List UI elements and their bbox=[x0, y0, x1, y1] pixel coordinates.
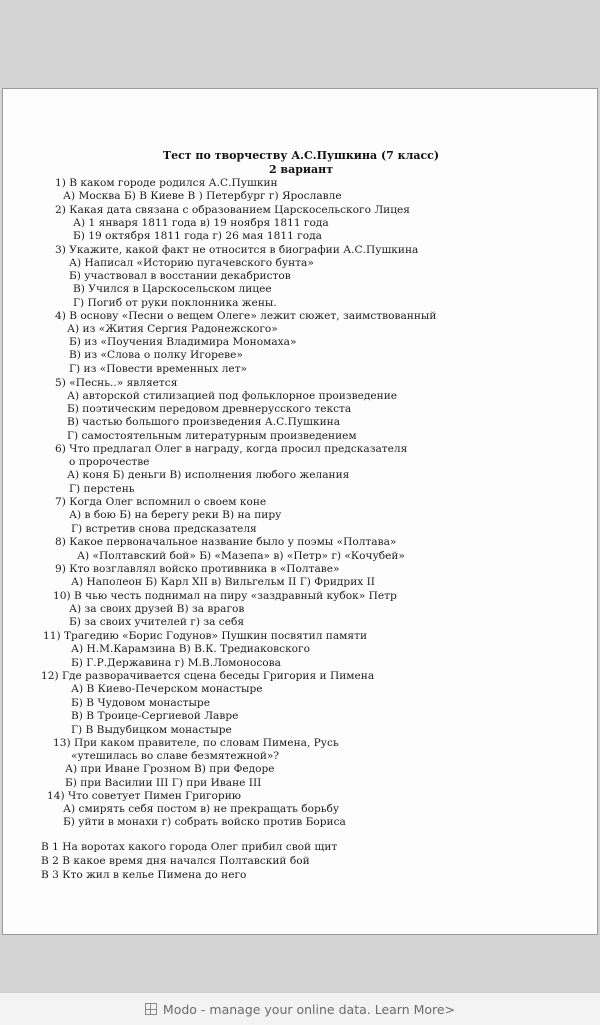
text-line: Б) Г.Р.Державина г) М.В.Ломоносова bbox=[71, 657, 281, 669]
text-line: Г) перстень bbox=[69, 483, 135, 495]
text-line: 8) Какое первоначальное название было у поэмы «Полтава» bbox=[55, 536, 397, 548]
text-line: 12) Где разворачивается сцена беседы Григория и Пимена bbox=[41, 670, 375, 682]
text-line: 2) Какая дата связана с образованием Царскосельского Лицея bbox=[55, 204, 410, 216]
document-subtitle: 2 вариант bbox=[268, 163, 334, 176]
text-line: А) авторской стилизацией под фольклорное произведение bbox=[67, 390, 398, 402]
text-line: А) 1 января 1811 года в) 19 ноября 1811 года bbox=[73, 217, 329, 229]
text-line: о пророчестве bbox=[69, 456, 150, 468]
text-line: Б) из «Поучения Владимира Мономаха» bbox=[69, 336, 297, 348]
text-line: Г) В Выдубицком монастыре bbox=[71, 724, 232, 736]
text-line: А) при Иване Грозном В) при Федоре bbox=[65, 763, 275, 775]
text-line: В) В Троице-Сергиевой Лавре bbox=[71, 710, 239, 722]
text-line: А) за своих друзей В) за врагов bbox=[69, 603, 245, 615]
text-line: В) Учился в Царскосельском лицее bbox=[73, 283, 272, 295]
text-line: Б) уйти в монахи г) собрать войско против Бориса bbox=[63, 816, 346, 828]
text-line: Г) самостоятельным литературным произведением bbox=[67, 430, 357, 442]
text-line: 3) Укажите, какой факт не относится в биографии А.С.Пушкина bbox=[55, 244, 419, 256]
text-line: 11) Трагедию «Борис Годунов» Пушкин посвятил памяти bbox=[43, 630, 368, 642]
ad-banner[interactable] bbox=[0, 992, 600, 1025]
text-line: Б) при Василии III Г) при Иване III bbox=[65, 777, 262, 789]
text-line: Г) встретив снова предсказателя bbox=[71, 523, 257, 535]
text-line: А) коня Б) деньги В) исполнения любого желания bbox=[67, 469, 350, 481]
text-line: 9) Кто возглавлял войско противника в «Полтаве» bbox=[55, 563, 340, 575]
text-line: В) из «Слова о полку Игореве» bbox=[69, 349, 243, 361]
text-line: А) Москва Б) В Киеве В ) Петербург г) Ярославле bbox=[63, 190, 342, 202]
text-line: А) из «Жития Сергия Радонежского» bbox=[67, 323, 278, 335]
text-line: 10) В чью честь поднимал на пиру «заздравный кубок» Петр bbox=[53, 590, 397, 602]
text-line: В) частью большого произведения А.С.Пушкина bbox=[67, 416, 341, 428]
text-line: 7) Когда Олег вспомнил о своем коне bbox=[55, 496, 267, 508]
text-line: А) Наполеон Б) Карл XII в) Вильгельм II Г) Фридрих II bbox=[71, 576, 375, 588]
text-line: Г) Погиб от руки поклонника жены. bbox=[73, 297, 277, 309]
text-line: 5) «Песнь..» является bbox=[55, 377, 178, 389]
text-line: 6) Что предлагал Олег в награду, когда просил предсказателя bbox=[55, 443, 408, 455]
text-line: Г) из «Повести временных лет» bbox=[69, 363, 248, 375]
text-line: А) В Киево-Печерском монастыре bbox=[71, 683, 263, 695]
text-line: 4) В основу «Песни о вещем Олеге» лежит сюжет, заимствованный bbox=[55, 310, 437, 322]
text-line: В 2 В какое время дня начался Полтавский бой bbox=[41, 855, 310, 867]
text-line: Б) 19 октября 1811 года г) 26 мая 1811 года bbox=[73, 230, 322, 242]
text-line: В 1 На воротах какого города Олег прибил свой щит bbox=[41, 841, 338, 853]
document-page bbox=[2, 88, 598, 935]
document-title: Тест по творчеству А.С.Пушкина (7 класс) bbox=[162, 149, 440, 162]
text-line: 14) Что советует Пимен Григорию bbox=[47, 790, 241, 802]
text-line: В 3 Кто жил в келье Пимена до него bbox=[41, 869, 247, 881]
text-line: 13) При каком правителе, по словам Пимена, Русь bbox=[53, 737, 339, 749]
text-line: А) смирять себя постом в) не прекращать борьбу bbox=[63, 803, 340, 815]
text-line: А) в бою Б) на берегу реки В) на пиру bbox=[69, 509, 282, 521]
modo-logo-icon bbox=[145, 1003, 157, 1015]
text-line: А) Написал «Историю пугачевского бунта» bbox=[69, 257, 314, 269]
text-line: «утешилась во славе безмятежной»? bbox=[71, 750, 280, 762]
ad-banner-text[interactable]: Modo - manage your online data. Learn More> bbox=[162, 1001, 456, 1017]
text-line: А) Н.М.Карамзина В) В.К. Тредиаковского bbox=[71, 643, 310, 655]
text-line: Б) поэтическим передовом древнерусского текста bbox=[67, 403, 352, 415]
text-line: Б) участвовал в восстании декабристов bbox=[69, 270, 291, 282]
text-line: А) «Полтавский бой» Б) «Мазепа» в) «Петр» г) «Кочубей» bbox=[77, 550, 405, 562]
text-line: Б) за своих учителей г) за себя bbox=[69, 616, 245, 628]
text-line: 1) В каком городе родился А.С.Пушкин bbox=[55, 177, 278, 189]
text-line: Б) В Чудовом монастыре bbox=[71, 697, 210, 709]
